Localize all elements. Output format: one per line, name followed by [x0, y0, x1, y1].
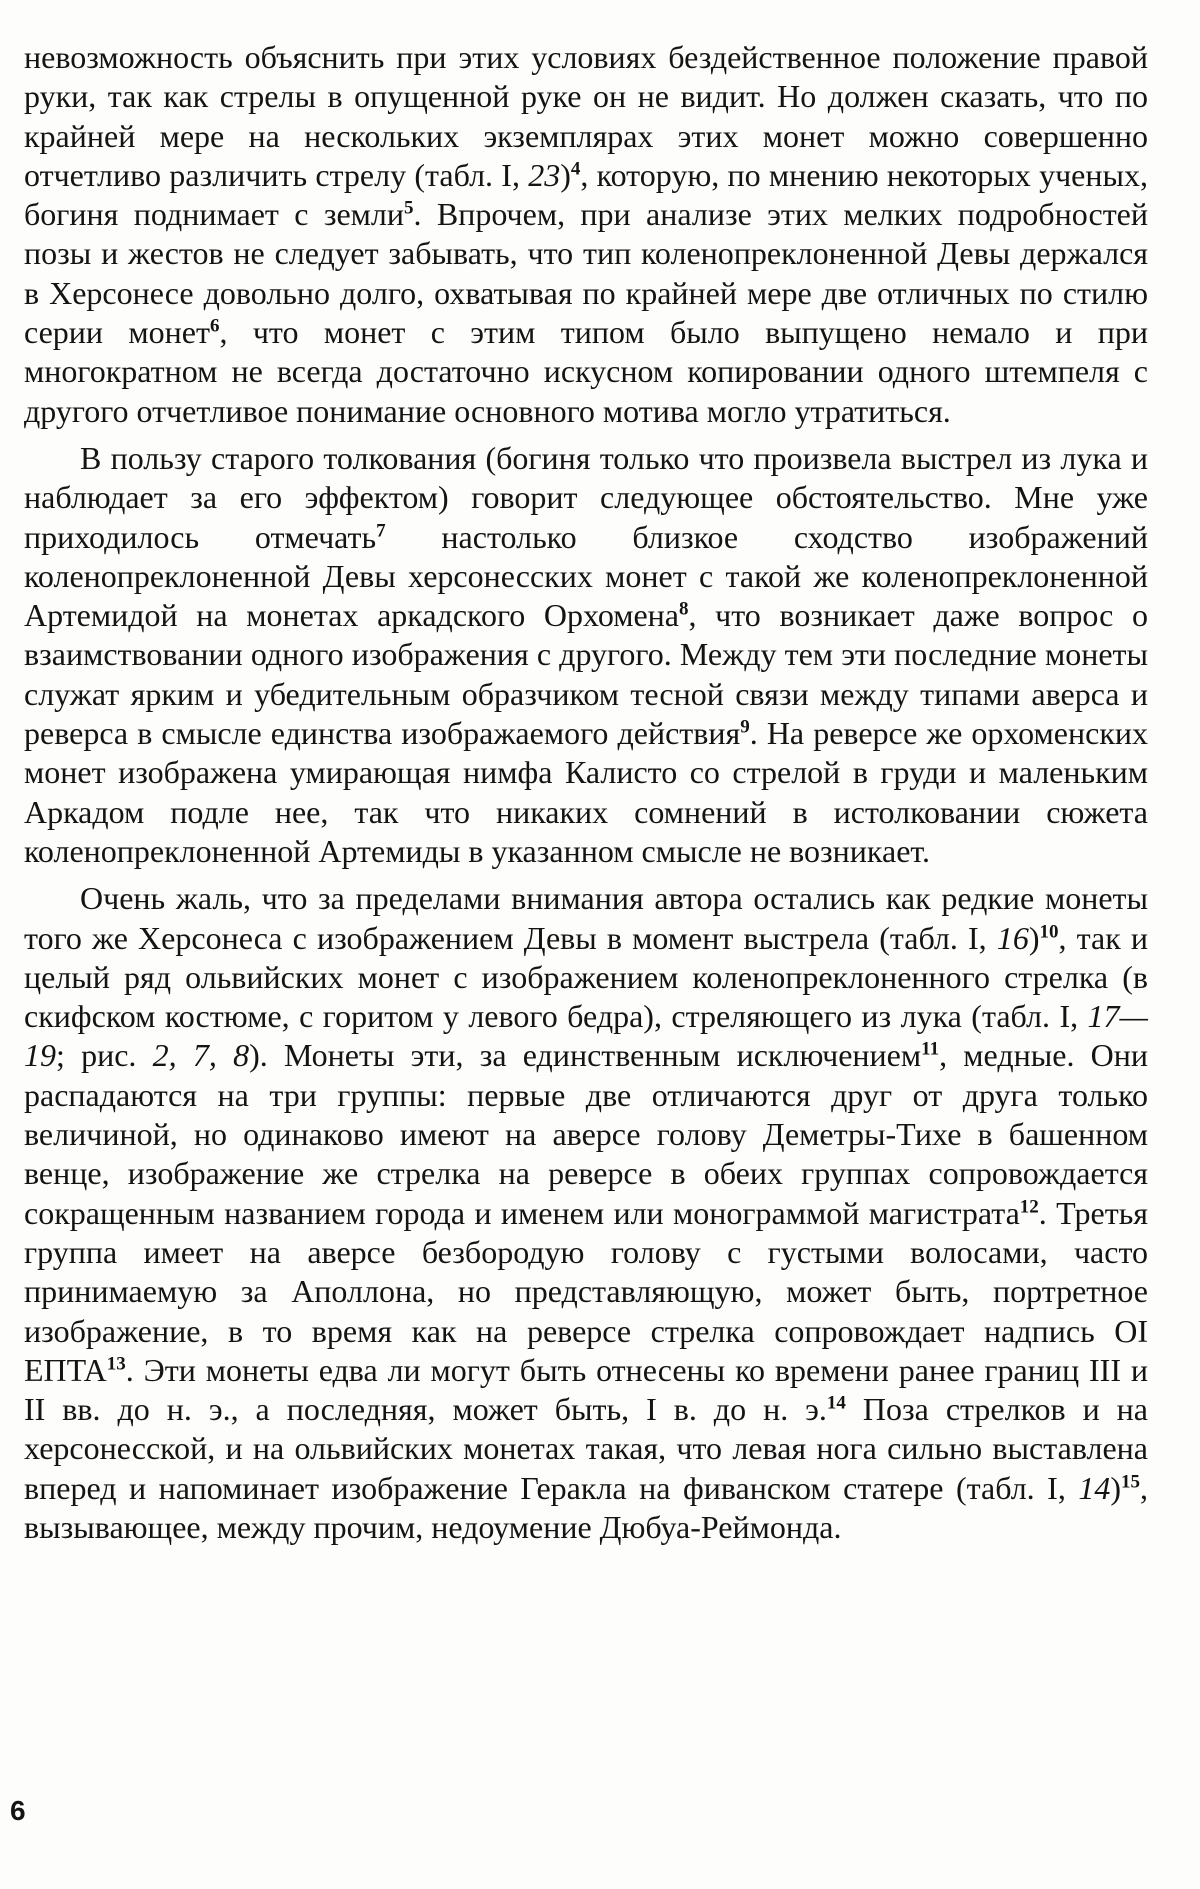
text-run: . Впрочем, при анализе этих мелких подробностей позы и жестов не следует забывать, что тип коленопреклоненной Девы держался в Херсонесе довольно долго, охватывая по крайней мере две отличных по стилю серии монет [24, 196, 1149, 351]
text-run: . На реверсе же орхоменских монет изображена умирающая нимфа Калисто со стрелой в груди и маленьким Аркадом подле нее, так что никаких сомнений в истолковании сюжета коленопреклоненной Артемиды в указанном смысле не возникает. [24, 715, 1149, 869]
italic-reference: 23 [528, 156, 561, 193]
text-run: ) [560, 156, 571, 193]
text-run: , вызывающее, между прочим, недоумение Дюбуа-Реймонда. [24, 1469, 1148, 1545]
text-run: ) [1110, 1469, 1121, 1506]
text-run: ; рис. [56, 1037, 153, 1074]
footnote-marker: 5 [404, 197, 414, 219]
footnote-marker: 6 [209, 315, 220, 337]
italic-reference: 17—19 [24, 998, 1148, 1074]
text-column [24, 38, 1148, 1547]
text-run: ) [1028, 919, 1040, 956]
text-run: Поза стрелков и на херсонесской, и на ольвийских монетах такая, что левая нога сильно выставлена вперед и напоминает изображение Геракла на фиванском статере (табл. I, [24, 1391, 1149, 1506]
text-run: . Эти монеты едва ли могут быть отнесены ко времени ранее границ III и II вв. до н. э., а последняя, может быть, I в. до н. э. [24, 1351, 1148, 1428]
footnote-marker: 15 [1121, 1471, 1140, 1493]
footnote-marker: 4 [570, 158, 581, 180]
text-run: , медные. Они распадаются на три группы: первые две отличаются друг от друга только величиной, но одинаково имеют на аверсе голову Деметры-Тихе в башенном венце, изображение же стрелка на реверсе в обеих группах сопровождается сокращенным названием города и именем или монограммой магистрата [24, 1037, 1149, 1231]
paragraph-1 [24, 38, 1148, 431]
footnote-marker: 10 [1039, 920, 1059, 942]
text-run: настолько близкое сходство изображений коленопреклоненной Девы херсонесских монет с такой же коленопреклоненной Артемидой на монетах аркадского Орхомена [24, 518, 1149, 634]
footnote-marker: 14 [826, 1392, 846, 1414]
text-run: . Третья группа имеет на аверсе безбородую голову с густыми волосами, часто принимаемую за Аполлона, но представляющую, может быть, портретное изображение, в то время как на реверсе стрелка сопровождает надпись ΟΙ ΕΠΤΑ [24, 1194, 1149, 1388]
text-run: В пользу старого толкования (богиня только что произвела выстрел из лука и наблюдает за его эффектом) говорит следующее обстоятельство. Мне уже приходилось отмечать [24, 439, 1148, 555]
text-run: невозможность объяснить при этих условиях бездейственное положение правой руки, так как стрелы в опущенной руке он не видит. Но должен сказать, что по крайней мере на нескольких экземплярах этих монет можно совершенно отчетливо различить стрелу (табл. I, [24, 39, 1148, 193]
footnote-marker: 11 [921, 1038, 940, 1060]
footnote-marker: 7 [376, 519, 386, 541]
italic-reference: 14 [1078, 1469, 1111, 1506]
footnote-marker: 8 [679, 598, 689, 620]
italic-reference: 2, 7, 8 [152, 1037, 250, 1074]
page-number: 6 [10, 1795, 26, 1826]
text-run: , что монет с этим типом было выпущено немало и при многократном не всегда достаточно искусном копировании одного штемпеля с другого отчетливое понимание основного мотива могло утратиться. [24, 314, 1149, 429]
text-run: , что возникает даже вопрос о взаимствовании одного изображения с другого. Между тем эти последние монеты служат ярким и убедительным образчиком тесной связи между типами аверса и реверса в смысле единства изображаемого действия [24, 597, 1149, 752]
paragraph-3 [24, 879, 1148, 1547]
text-run: Очень жаль, что за пределами внимания автора остались как редкие монеты того же Херсонеса с изображением Девы в момент выстрела (табл. I, [24, 880, 1148, 956]
text-run: , которую, по мнению некоторых ученых, богиня поднимает с земли [24, 156, 1149, 233]
text-run: ). Монеты эти, за единственным исключением [249, 1037, 922, 1074]
text-run: , так и целый ряд ольвийских монет с изображением коленопреклоненного стрелка (в скифском костюме, с горитом у левого бедра), стреляющего из лука (табл. I, [24, 919, 1149, 1035]
italic-reference: 16 [996, 919, 1029, 956]
footnote-marker: 13 [106, 1353, 126, 1375]
footnote-marker: 9 [740, 716, 750, 738]
paragraph-2 [24, 439, 1148, 871]
footnote-marker: 12 [1019, 1195, 1039, 1217]
